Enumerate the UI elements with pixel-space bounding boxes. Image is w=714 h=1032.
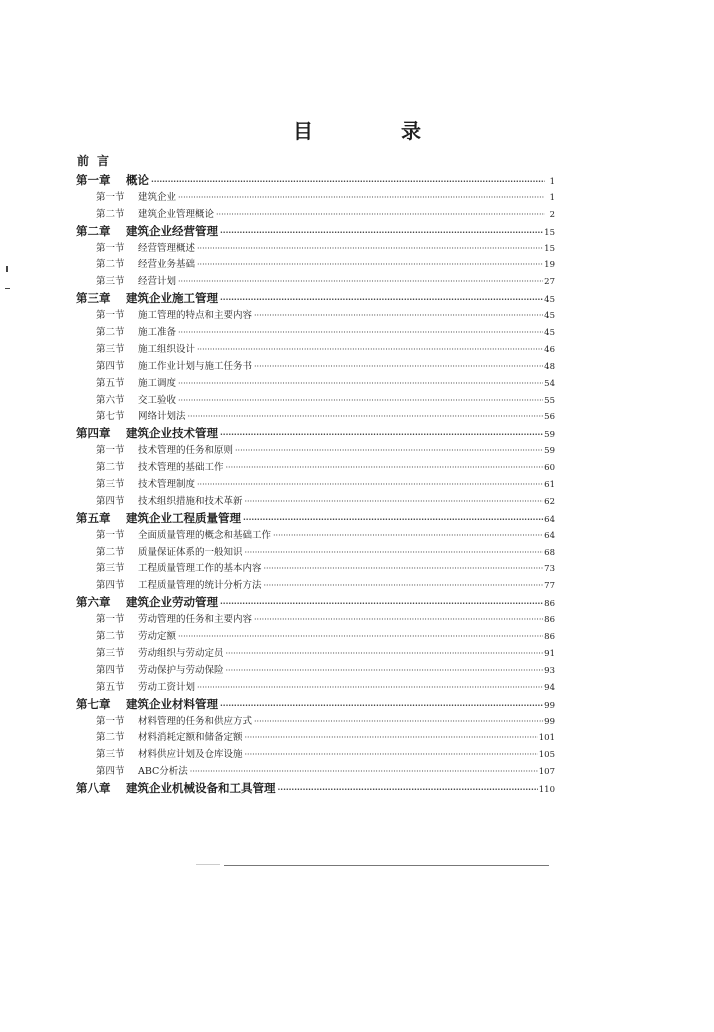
page-number: 99 (544, 700, 555, 711)
dot-leader (235, 446, 543, 455)
section-number: 第四节 (96, 495, 125, 507)
toc-section-entry[interactable] (76, 493, 555, 510)
page-number: 56 (544, 412, 555, 423)
section-title: 全面质量管理的概念和基础工作 (138, 529, 272, 541)
section-title: ABC分析法 (138, 766, 188, 778)
page-number: 86 (544, 599, 555, 610)
dot-leader (245, 750, 538, 759)
dot-leader (220, 700, 543, 710)
toc-section-entry[interactable] (76, 729, 555, 746)
toc-section-entry[interactable] (76, 459, 555, 476)
chapter-title: 建筑企业材料管理 (126, 696, 218, 711)
dot-leader (197, 260, 543, 269)
section-title: 施工准备 (138, 327, 177, 339)
toc-chapter-entry[interactable] (76, 780, 555, 797)
preface-entry: 前言 (77, 154, 118, 168)
toc-section-entry[interactable] (76, 679, 555, 696)
section-title: 交工验收 (138, 394, 177, 406)
dot-leader (226, 463, 544, 472)
toc-chapter-entry[interactable] (76, 290, 555, 307)
chapter-title: 建筑企业机械设备和工具管理 (126, 781, 276, 796)
page-number: 77 (544, 581, 555, 592)
scan-line-faint (196, 864, 220, 865)
section-number: 第三节 (96, 647, 125, 659)
dot-leader (197, 683, 543, 692)
section-title: 劳动工资计划 (138, 681, 196, 693)
section-number: 第二节 (96, 208, 125, 220)
toc-section-entry[interactable] (76, 713, 555, 730)
section-title: 网络计划法 (138, 411, 186, 423)
dot-leader (245, 497, 544, 506)
section-title: 技术组织措施和技术革新 (138, 495, 243, 507)
section-number: 第二节 (96, 546, 125, 558)
section-number: 第二节 (96, 631, 125, 643)
dot-leader (254, 615, 543, 624)
toc-chapter-entry[interactable] (76, 425, 555, 442)
page-number: 110 (538, 785, 555, 796)
dot-leader (197, 480, 543, 489)
section-number: 第三节 (96, 479, 125, 491)
toc-section-entry[interactable] (76, 375, 555, 392)
section-title: 工程质量管理的统计分析方法 (138, 580, 262, 592)
page-number: 27 (544, 277, 555, 288)
section-number: 第一节 (96, 310, 125, 322)
dot-leader (178, 277, 543, 286)
section-title: 劳动组织与劳动定员 (138, 647, 224, 659)
dot-leader (178, 328, 543, 337)
page-number: 105 (538, 750, 555, 761)
section-number: 第二节 (96, 732, 125, 744)
page-number: 59 (544, 430, 555, 441)
page-number: 86 (544, 615, 555, 626)
dot-leader (178, 193, 545, 202)
page-number: 55 (544, 395, 555, 406)
dot-leader (226, 649, 544, 658)
dot-leader (220, 598, 543, 608)
dot-leader (178, 379, 543, 388)
dot-leader (220, 227, 543, 237)
chapter-title: 建筑企业经营管理 (126, 223, 218, 238)
dot-leader (254, 311, 543, 320)
dot-leader (254, 362, 543, 371)
section-number: 第一节 (96, 191, 125, 203)
section-number: 第四节 (96, 664, 125, 676)
section-number: 第一节 (96, 242, 125, 254)
section-title: 经营管理概述 (138, 242, 196, 254)
section-title: 技术管理的任务和原则 (138, 445, 234, 457)
page-number: 94 (544, 682, 555, 693)
section-number: 第三节 (96, 276, 125, 288)
section-number: 第四节 (96, 580, 125, 592)
section-number: 第一节 (96, 445, 125, 457)
dot-leader (245, 733, 538, 742)
toc-section-entry[interactable] (76, 611, 555, 628)
section-title: 施工调度 (138, 377, 177, 389)
section-title: 工程质量管理工作的基本内容 (138, 563, 262, 575)
section-number: 第一节 (96, 715, 125, 727)
page-number: 1 (549, 177, 555, 187)
page-number: 86 (544, 632, 555, 643)
section-title: 劳动管理的任务和主要内容 (138, 614, 253, 626)
section-title: 技术管理制度 (138, 479, 196, 491)
dot-leader (254, 717, 543, 726)
chapter-title: 建筑企业技术管理 (126, 426, 218, 441)
section-title: 质量保证体系的一般知识 (138, 546, 243, 558)
chapter-title: 建筑企业劳动管理 (126, 595, 218, 610)
section-number: 第二节 (96, 327, 125, 339)
section-title: 施工组织设计 (138, 343, 196, 355)
dot-leader (197, 345, 543, 354)
toc-section-entry[interactable] (76, 527, 555, 544)
toc-section-entry[interactable] (76, 256, 555, 273)
section-title: 劳动定额 (138, 631, 177, 643)
section-number: 第二节 (96, 259, 125, 271)
chapter-number: 第三章 (76, 291, 111, 306)
dot-leader (243, 514, 543, 524)
section-title: 材料消耗定额和储备定额 (138, 732, 243, 744)
page-number: 99 (544, 716, 555, 727)
toc-section-entry[interactable] (76, 560, 555, 577)
dot-leader (178, 632, 543, 641)
dot-leader (216, 210, 545, 219)
section-title: 材料供应计划及仓库设施 (138, 749, 243, 761)
toc-section-entry[interactable] (76, 358, 555, 375)
page-number: 19 (544, 260, 555, 271)
page-number: 45 (544, 328, 555, 339)
page-number: 62 (544, 496, 555, 507)
section-title: 材料管理的任务和供应方式 (138, 715, 253, 727)
toc-section-entry[interactable] (76, 273, 555, 290)
toc-section-entry[interactable] (76, 341, 555, 358)
section-title: 施工管理的特点和主要内容 (138, 310, 253, 322)
toc-chapter-entry[interactable] (76, 510, 555, 527)
toc-section-entry[interactable] (76, 662, 555, 679)
section-number: 第三节 (96, 343, 125, 355)
section-number: 第五节 (96, 377, 125, 389)
chapter-title: 建筑企业工程质量管理 (126, 510, 241, 525)
page-number: 54 (544, 378, 555, 389)
toc-chapter-entry[interactable] (76, 696, 555, 713)
dot-leader (264, 564, 544, 573)
chapter-number: 第二章 (76, 223, 111, 238)
toc-section-entry[interactable] (76, 628, 555, 645)
dot-leader (264, 581, 544, 590)
dot-leader (220, 429, 543, 439)
scan-line (224, 865, 549, 866)
page-number: 48 (544, 361, 555, 372)
toc-section-entry[interactable] (76, 189, 555, 206)
toc-section-entry[interactable] (76, 324, 555, 341)
dot-leader (190, 767, 538, 776)
section-title: 施工作业计划与施工任务书 (138, 360, 253, 372)
section-number: 第五节 (96, 681, 125, 693)
toc-section-entry[interactable] (76, 392, 555, 409)
chapter-number: 第五章 (76, 510, 111, 525)
page-number: 93 (544, 665, 555, 676)
toc-section-entry[interactable] (76, 240, 555, 257)
section-title: 建筑企业管理概论 (138, 208, 215, 220)
dot-leader (226, 666, 544, 675)
toc-section-entry[interactable] (76, 763, 555, 780)
section-number: 第六节 (96, 394, 125, 406)
toc-chapter-entry[interactable] (76, 594, 555, 611)
dot-leader (278, 784, 538, 794)
chapter-number: 第四章 (76, 426, 111, 441)
dot-leader (188, 412, 544, 421)
chapter-title: 概论 (126, 173, 149, 187)
toc-section-entry[interactable] (76, 577, 555, 594)
section-number: 第七节 (96, 411, 125, 423)
page-number: 64 (544, 514, 555, 525)
section-number: 第三节 (96, 749, 125, 761)
toc-section-entry[interactable] (76, 408, 555, 425)
page-number: 2 (549, 209, 555, 220)
chapter-number: 第七章 (76, 696, 111, 711)
page-number: 15 (544, 243, 555, 254)
dot-leader (220, 294, 543, 304)
page-number: 1 (549, 192, 555, 203)
page-number: 101 (538, 733, 555, 744)
toc-chapter-entry[interactable] (76, 172, 555, 189)
dot-leader (151, 176, 545, 186)
chapter-title: 建筑企业施工管理 (126, 291, 218, 306)
page-number: 91 (544, 648, 555, 659)
page-number: 46 (544, 344, 555, 355)
chapter-number: 第六章 (76, 595, 111, 610)
table-of-contents (76, 172, 555, 797)
page-number: 73 (544, 564, 555, 575)
page-number: 60 (544, 463, 555, 474)
page-title: 目 录 (293, 119, 455, 143)
page-number: 59 (544, 446, 555, 457)
chapter-number: 第八章 (76, 781, 111, 796)
section-number: 第一节 (96, 614, 125, 626)
chapter-number: 第一章 (76, 173, 111, 187)
section-title: 经营计划 (138, 276, 177, 288)
dot-leader (178, 396, 543, 405)
toc-section-entry[interactable] (76, 746, 555, 763)
section-title: 经营业务基础 (138, 259, 196, 271)
toc-chapter-entry[interactable] (76, 223, 555, 240)
toc-section-entry[interactable] (76, 307, 555, 324)
toc-section-entry[interactable] (76, 442, 555, 459)
dot-leader (273, 531, 543, 540)
dot-leader (197, 244, 543, 253)
page-number: 64 (544, 530, 555, 541)
section-number: 第四节 (96, 766, 125, 778)
page-number: 68 (544, 547, 555, 558)
toc-section-entry[interactable] (76, 645, 555, 662)
section-number: 第二节 (96, 462, 125, 474)
section-number: 第三节 (96, 563, 125, 575)
page-number: 61 (544, 480, 555, 491)
section-title: 技术管理的基础工作 (138, 462, 224, 474)
section-title: 建筑企业 (138, 191, 177, 203)
section-number: 第四节 (96, 360, 125, 372)
page-number: 45 (544, 311, 555, 322)
page-number: 45 (544, 295, 555, 306)
toc-section-entry[interactable] (76, 206, 555, 223)
margin-mark (5, 288, 10, 289)
dot-leader (245, 548, 544, 557)
page-number: 15 (544, 227, 555, 238)
margin-mark (6, 266, 8, 272)
section-title: 劳动保护与劳动保险 (138, 664, 224, 676)
section-number: 第一节 (96, 529, 125, 541)
toc-section-entry[interactable] (76, 476, 555, 493)
toc-section-entry[interactable] (76, 544, 555, 561)
page-number: 107 (538, 767, 555, 778)
